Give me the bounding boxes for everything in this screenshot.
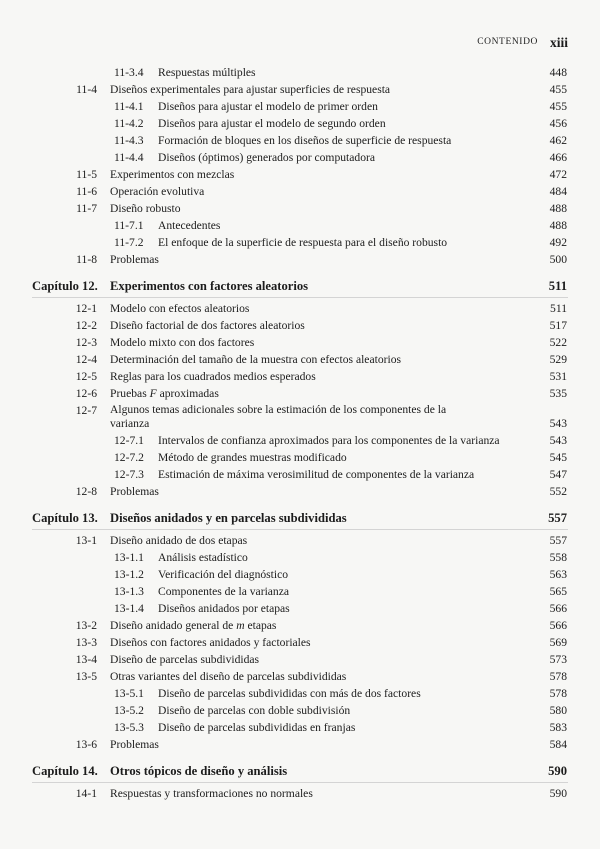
toc-subsection[interactable]: [0, 449, 600, 466]
toc-section[interactable]: [0, 634, 600, 651]
entry-number: 11-4: [76, 83, 97, 96]
entry-number: 12-7.1: [114, 434, 144, 447]
entry-number: 11-7.1: [114, 219, 144, 232]
entry-title: Formación de bloques en los diseños de superficie de respuesta: [158, 134, 452, 147]
entry-page-number: 511: [550, 302, 567, 315]
toc-subsection[interactable]: [0, 685, 600, 702]
entry-title: Análisis estadístico: [158, 551, 248, 564]
toc-section[interactable]: [0, 351, 600, 368]
entry-title: Método de grandes muestras modificado: [158, 451, 347, 464]
entry-title: Diseño anidado general de m etapas: [110, 619, 277, 632]
entry-number: 13-5.3: [114, 721, 144, 734]
toc-section[interactable]: [0, 81, 600, 98]
entry-title: Problemas: [110, 738, 159, 751]
entry-page-number: 500: [549, 253, 567, 266]
entry-title: Pruebas F aproximadas: [110, 387, 219, 400]
chapter-spacer: [0, 268, 600, 276]
entry-number: 13-6: [75, 738, 97, 751]
running-header: [0, 36, 600, 52]
entry-page-number: 569: [549, 636, 567, 649]
entry-page-number: 590: [549, 787, 567, 800]
toc-subsection[interactable]: [0, 98, 600, 115]
entry-title: Experimentos con factores aleatorios: [110, 279, 309, 293]
entry-title: Diseños experimentales para ajustar superficies de respuesta: [110, 83, 391, 96]
entry-page-number: 522: [549, 336, 567, 349]
entry-title: Otros tópicos de diseño y análisis: [110, 764, 288, 778]
entry-page-number: 557: [548, 511, 567, 525]
entry-number: 12-6: [75, 387, 97, 400]
entry-number: 12-7.3: [114, 468, 144, 481]
entry-page-number: 455: [549, 100, 567, 113]
entry-number: 11-8: [76, 253, 97, 266]
entry-page-number: 492: [549, 236, 567, 249]
toc-chapter[interactable]: [0, 761, 600, 782]
entry-number: Capítulo 13.: [32, 511, 98, 525]
entry-page-number: 511: [548, 279, 567, 293]
entry-title: Problemas: [110, 485, 159, 498]
toc-subsection[interactable]: [0, 583, 600, 600]
chapter-spacer: [0, 753, 600, 761]
entry-page-number: 543: [549, 434, 567, 447]
entry-number: Capítulo 12.: [32, 279, 98, 293]
header-page-number: xiii: [549, 35, 568, 50]
toc-subsection[interactable]: [0, 702, 600, 719]
toc-section[interactable]: [0, 183, 600, 200]
entry-page-number: 547: [549, 468, 567, 481]
table-of-contents: [0, 64, 600, 802]
entry-number: 12-5: [75, 370, 97, 383]
entry-number: 13-1.2: [114, 568, 144, 581]
entry-title: Diseños anidados y en parcelas subdivididas: [110, 511, 347, 525]
entry-page-number: 448: [549, 66, 567, 79]
toc-section[interactable]: [0, 617, 600, 634]
entry-page-number: 545: [549, 451, 567, 464]
toc-subsection[interactable]: [0, 115, 600, 132]
toc-section[interactable]: [0, 317, 600, 334]
toc-subsection[interactable]: [0, 64, 600, 81]
entry-number: 12-8: [75, 485, 97, 498]
entry-title: Antecedentes: [158, 219, 221, 232]
entry-number: 14-1: [75, 787, 97, 800]
entry-number: Capítulo 14.: [32, 764, 98, 778]
entry-number: 12-7: [75, 404, 97, 417]
entry-title: Otras variantes del diseño de parcelas subdivididas: [110, 670, 347, 683]
entry-number: 13-1.1: [114, 551, 144, 564]
toc-section[interactable]: [0, 334, 600, 351]
toc-subsection[interactable]: [0, 600, 600, 617]
entry-number: 12-7.2: [114, 451, 144, 464]
entry-page-number: 565: [549, 585, 567, 598]
toc-section[interactable]: [0, 368, 600, 385]
entry-number: 13-1.4: [114, 602, 144, 615]
entry-page-number: 472: [549, 168, 567, 181]
toc-subsection[interactable]: [0, 149, 600, 166]
entry-title: Determinación del tamaño de la muestra con efectos aleatorios: [110, 353, 402, 366]
entry-number: 13-4: [75, 653, 97, 666]
entry-number: 11-6: [76, 185, 97, 198]
entry-number: 13-5: [75, 670, 97, 683]
entry-title: Modelo mixto con dos factores: [110, 336, 255, 349]
toc-subsection[interactable]: [0, 217, 600, 234]
toc-section[interactable]: [0, 300, 600, 317]
toc-subsection[interactable]: [0, 234, 600, 251]
entry-title: Diseño de parcelas con doble subdivisión: [158, 704, 351, 717]
toc-section[interactable]: [0, 785, 600, 802]
entry-title: Diseño robusto: [110, 202, 181, 215]
entry-title: Diseños anidados por etapas: [158, 602, 290, 615]
toc-chapter[interactable]: [0, 276, 600, 297]
entry-title: Algunos temas adicionales sobre la estimación de los componentes de la varianza: [110, 403, 447, 430]
entry-title: Modelo con efectos aleatorios: [110, 302, 250, 315]
toc-subsection[interactable]: [0, 719, 600, 736]
toc-chapter[interactable]: [0, 508, 600, 529]
entry-number: 12-2: [75, 319, 97, 332]
entry-page-number: 590: [548, 764, 567, 778]
toc-section[interactable]: [0, 483, 600, 500]
toc-section[interactable]: [0, 651, 600, 668]
entry-title: Diseño de parcelas subdivididas: [110, 653, 260, 666]
entry-page-number: 573: [549, 653, 567, 666]
entry-title: Diseños con factores anidados y factoriales: [110, 636, 311, 649]
entry-page-number: 455: [549, 83, 567, 96]
entry-title: Diseño anidado de dos etapas: [110, 534, 248, 547]
toc-section[interactable]: [0, 385, 600, 402]
entry-number: 11-3.4: [114, 66, 144, 79]
entry-title: Diseños para ajustar el modelo de primer orden: [158, 100, 378, 113]
entry-page-number: 529: [549, 353, 567, 366]
entry-number: 11-7.2: [114, 236, 144, 249]
entry-page-number: 566: [549, 619, 567, 632]
toc-subsection[interactable]: [0, 432, 600, 449]
toc-section[interactable]: [0, 402, 600, 432]
toc-section[interactable]: [0, 532, 600, 549]
entry-page-number: 566: [549, 602, 567, 615]
entry-title: Diseños para ajustar el modelo de segundo orden: [158, 117, 386, 130]
entry-title: Intervalos de confianza aproximados para los componentes de la varianza: [158, 434, 500, 447]
entry-number: 13-2: [75, 619, 97, 632]
entry-number: 11-7: [76, 202, 97, 215]
entry-page-number: 578: [549, 670, 567, 683]
entry-number: 13-3: [75, 636, 97, 649]
entry-page-number: 531: [549, 370, 567, 383]
entry-page-number: 462: [549, 134, 567, 147]
entry-title: Operación evolutiva: [110, 185, 205, 198]
entry-page-number: 557: [549, 534, 567, 547]
entry-page-number: 543: [549, 417, 567, 430]
toc-subsection[interactable]: [0, 466, 600, 483]
toc-section[interactable]: [0, 736, 600, 753]
entry-number: 11-4.1: [114, 100, 144, 113]
chapter-spacer: [0, 500, 600, 508]
entry-page-number: 488: [549, 202, 567, 215]
entry-title: Diseño de parcelas subdivididas en franjas: [158, 721, 356, 734]
entry-page-number: 517: [549, 319, 567, 332]
entry-page-number: 558: [549, 551, 567, 564]
entry-number: 12-1: [75, 302, 97, 315]
toc-section[interactable]: [0, 668, 600, 685]
entry-number: 12-4: [75, 353, 97, 366]
entry-page-number: 535: [549, 387, 567, 400]
entry-number: 13-5.2: [114, 704, 144, 717]
entry-title: Diseño de parcelas subdivididas con más de dos factores: [158, 687, 421, 700]
entry-title: Problemas: [110, 253, 159, 266]
toc-subsection[interactable]: [0, 132, 600, 149]
toc-subsection[interactable]: [0, 566, 600, 583]
entry-page-number: 563: [549, 568, 567, 581]
entry-page-number: 552: [549, 485, 567, 498]
entry-title: Componentes de la varianza: [158, 585, 290, 598]
toc-section[interactable]: [0, 166, 600, 183]
entry-number: 11-4.4: [114, 151, 144, 164]
entry-title: Reglas para los cuadrados medios esperados: [110, 370, 316, 383]
header-section-title: CONTENIDO: [477, 37, 538, 47]
entry-title: Diseño factorial de dos factores aleatorios: [110, 319, 305, 332]
entry-number: 13-1: [75, 534, 97, 547]
entry-page-number: 456: [549, 117, 567, 130]
entry-title: Respuestas múltiples: [158, 66, 256, 79]
toc-subsection[interactable]: [0, 549, 600, 566]
entry-page-number: 484: [549, 185, 567, 198]
entry-page-number: 488: [549, 219, 567, 232]
entry-number: 13-1.3: [114, 585, 144, 598]
toc-section[interactable]: [0, 200, 600, 217]
entry-page-number: 580: [549, 704, 567, 717]
entry-page-number: 466: [549, 151, 567, 164]
entry-title: Diseños (óptimos) generados por computadora: [158, 151, 376, 164]
entry-number: 11-4.3: [114, 134, 144, 147]
entry-title: Verificación del diagnóstico: [158, 568, 289, 581]
entry-number: 11-5: [76, 168, 97, 181]
entry-page-number: 578: [549, 687, 567, 700]
entry-number: 13-5.1: [114, 687, 144, 700]
toc-section[interactable]: [0, 251, 600, 268]
entry-title: El enfoque de la superficie de respuesta para el diseño robusto: [158, 236, 448, 249]
entry-page-number: 583: [549, 721, 567, 734]
entry-title: Estimación de máxima verosimilitud de componentes de la varianza: [158, 468, 475, 481]
entry-number: 11-4.2: [114, 117, 144, 130]
entry-title: Experimentos con mezclas: [110, 168, 235, 181]
entry-title: Respuestas y transformaciones no normales: [110, 787, 313, 800]
entry-number: 12-3: [75, 336, 97, 349]
entry-page-number: 584: [549, 738, 567, 751]
